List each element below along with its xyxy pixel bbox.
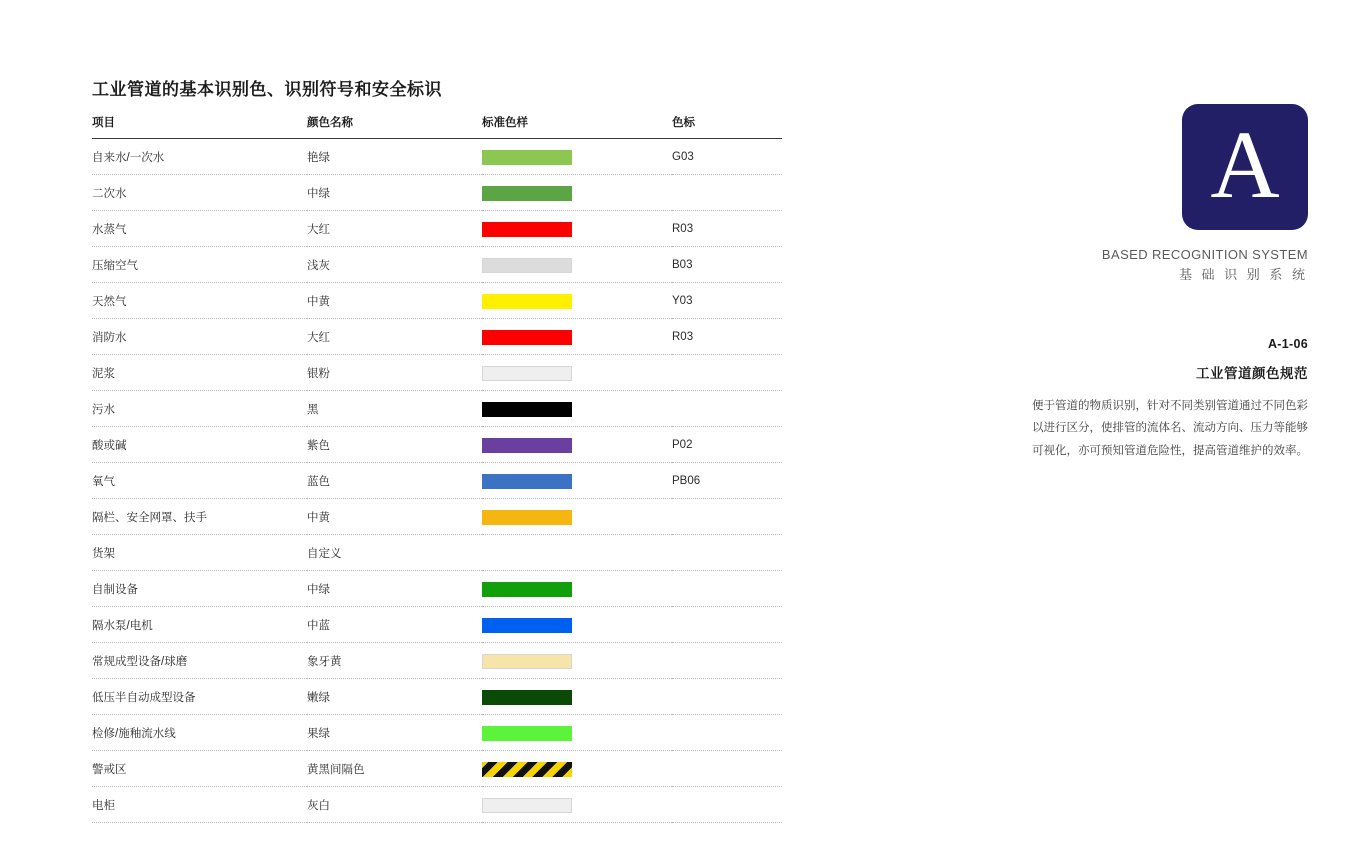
table-row — [92, 139, 782, 175]
table-row — [92, 391, 782, 427]
brand-logo — [1182, 104, 1308, 230]
table-row — [92, 427, 782, 463]
cell-swatch — [482, 787, 672, 823]
side-panel — [1032, 104, 1308, 462]
table-row — [92, 787, 782, 823]
cell-color-code: PB06 — [672, 463, 782, 499]
cell-item: 泥浆 — [92, 355, 307, 391]
cell-item: 常规成型设备/球磨 — [92, 643, 307, 679]
page-code: A-1-06 — [1267, 336, 1308, 351]
cell-color-code: R03 — [672, 211, 782, 247]
cell-swatch — [482, 283, 672, 319]
table-header-row — [92, 114, 782, 139]
cell-item: 隔栏、安全网罩、扶手 — [92, 499, 307, 535]
pipe-color-table — [92, 114, 782, 823]
cell-swatch — [482, 679, 672, 715]
cell-color-name: 中黄 — [307, 283, 482, 319]
cell-item: 检修/施釉流水线 — [92, 715, 307, 751]
table-row — [92, 715, 782, 751]
table-row — [92, 535, 782, 571]
cell-item: 二次水 — [92, 175, 307, 211]
cell-color-name: 嫩绿 — [307, 679, 482, 715]
cell-item: 天然气 — [92, 283, 307, 319]
cell-swatch — [482, 499, 672, 535]
cell-swatch — [482, 319, 672, 355]
panel-heading: 工业管道颜色规范 — [1196, 365, 1308, 381]
cell-color-name: 中绿 — [307, 571, 482, 607]
cell-color-code: Y03 — [672, 283, 782, 319]
cell-swatch — [482, 139, 672, 175]
panel-description: 便于管道的物质识别，针对不同类别管道通过不同色彩以进行区分，使排管的流体名、流动方向、压力等能够可视化，亦可预知管道危险性，提高管道维护的效率。 — [1032, 399, 1308, 457]
cell-color-name: 蓝色 — [307, 463, 482, 499]
cell-item: 警戒区 — [92, 751, 307, 787]
cell-color-code — [672, 499, 782, 535]
cell-color-name: 大红 — [307, 319, 482, 355]
cell-color-code: G03 — [672, 139, 782, 175]
cell-swatch — [482, 643, 672, 679]
cell-color-name: 浅灰 — [307, 247, 482, 283]
system-name-cn: 基 础 识 别 系 统 — [1178, 267, 1308, 283]
column-header-color-name: 颜色名称 — [307, 117, 353, 130]
table-row — [92, 643, 782, 679]
table-row — [92, 319, 782, 355]
cell-color-name: 黑 — [307, 391, 482, 427]
color-swatch — [482, 654, 572, 669]
table-row — [92, 355, 782, 391]
table-body — [92, 139, 782, 823]
cell-color-code — [672, 751, 782, 787]
cell-item: 污水 — [92, 391, 307, 427]
cell-swatch — [482, 463, 672, 499]
cell-item: 酸或碱 — [92, 427, 307, 463]
cell-color-name: 中黄 — [307, 499, 482, 535]
color-swatch — [482, 222, 572, 237]
table-row — [92, 283, 782, 319]
cell-color-code — [672, 679, 782, 715]
cell-item: 电柜 — [92, 787, 307, 823]
cell-color-code — [672, 715, 782, 751]
cell-item: 水蒸气 — [92, 211, 307, 247]
cell-item: 自来水/一次水 — [92, 139, 307, 175]
color-swatch — [482, 150, 572, 165]
color-swatch — [482, 186, 572, 201]
color-swatch — [482, 438, 572, 453]
color-swatch — [482, 366, 572, 381]
cell-swatch — [482, 391, 672, 427]
table-row — [92, 751, 782, 787]
cell-color-name: 灰白 — [307, 787, 482, 823]
cell-color-name: 银粉 — [307, 355, 482, 391]
column-header-item: 项目 — [92, 117, 115, 130]
cell-swatch — [482, 355, 672, 391]
cell-color-name: 大红 — [307, 211, 482, 247]
color-swatch — [482, 402, 572, 417]
system-name-en: BASED RECOGNITION SYSTEM — [1101, 247, 1308, 262]
cell-swatch — [482, 607, 672, 643]
cell-color-code — [672, 535, 782, 571]
cell-item: 隔水泵/电机 — [92, 607, 307, 643]
table-row — [92, 175, 782, 211]
logo-letter: A — [1210, 111, 1280, 219]
cell-color-name: 中蓝 — [307, 607, 482, 643]
cell-swatch — [482, 247, 672, 283]
color-swatch — [482, 294, 572, 309]
cell-swatch — [482, 751, 672, 787]
cell-item: 自制设备 — [92, 571, 307, 607]
color-swatch — [482, 762, 572, 777]
table-row — [92, 571, 782, 607]
table-row — [92, 499, 782, 535]
cell-color-code: P02 — [672, 427, 782, 463]
cell-color-code — [672, 391, 782, 427]
color-swatch — [482, 798, 572, 813]
cell-item: 压缩空气 — [92, 247, 307, 283]
cell-item: 消防水 — [92, 319, 307, 355]
cell-color-name: 紫色 — [307, 427, 482, 463]
cell-color-name: 艳绿 — [307, 139, 482, 175]
cell-color-name: 自定义 — [307, 535, 482, 571]
cell-color-code — [672, 607, 782, 643]
cell-color-code: R03 — [672, 319, 782, 355]
table-row — [92, 679, 782, 715]
cell-color-code — [672, 643, 782, 679]
cell-color-code — [672, 355, 782, 391]
cell-swatch — [482, 535, 672, 571]
cell-item: 低压半自动成型设备 — [92, 679, 307, 715]
color-swatch — [482, 510, 572, 525]
column-header-swatch: 标准色样 — [482, 117, 528, 130]
cell-color-name: 黄黑间隔色 — [307, 751, 482, 787]
cell-item: 货架 — [92, 535, 307, 571]
color-swatch — [482, 618, 572, 633]
spec-sheet-main — [92, 80, 792, 823]
table-row — [92, 211, 782, 247]
cell-color-code — [672, 787, 782, 823]
cell-color-code — [672, 571, 782, 607]
cell-item: 氧气 — [92, 463, 307, 499]
cell-swatch — [482, 571, 672, 607]
cell-color-code — [672, 175, 782, 211]
color-swatch — [482, 726, 572, 741]
cell-color-name: 象牙黄 — [307, 643, 482, 679]
cell-swatch — [482, 175, 672, 211]
column-header-code: 色标 — [672, 117, 695, 130]
table-row — [92, 247, 782, 283]
cell-swatch — [482, 715, 672, 751]
table-row — [92, 463, 782, 499]
color-swatch — [482, 330, 572, 345]
color-swatch — [482, 258, 572, 273]
cell-swatch — [482, 211, 672, 247]
cell-swatch — [482, 427, 672, 463]
cell-color-name: 果绿 — [307, 715, 482, 751]
color-swatch — [482, 582, 572, 597]
table-row — [92, 607, 782, 643]
color-swatch — [482, 474, 572, 489]
page-title: 工业管道的基本识别色、识别符号和安全标识 — [92, 80, 442, 99]
cell-color-code: B03 — [672, 247, 782, 283]
cell-color-name: 中绿 — [307, 175, 482, 211]
color-swatch — [482, 690, 572, 705]
